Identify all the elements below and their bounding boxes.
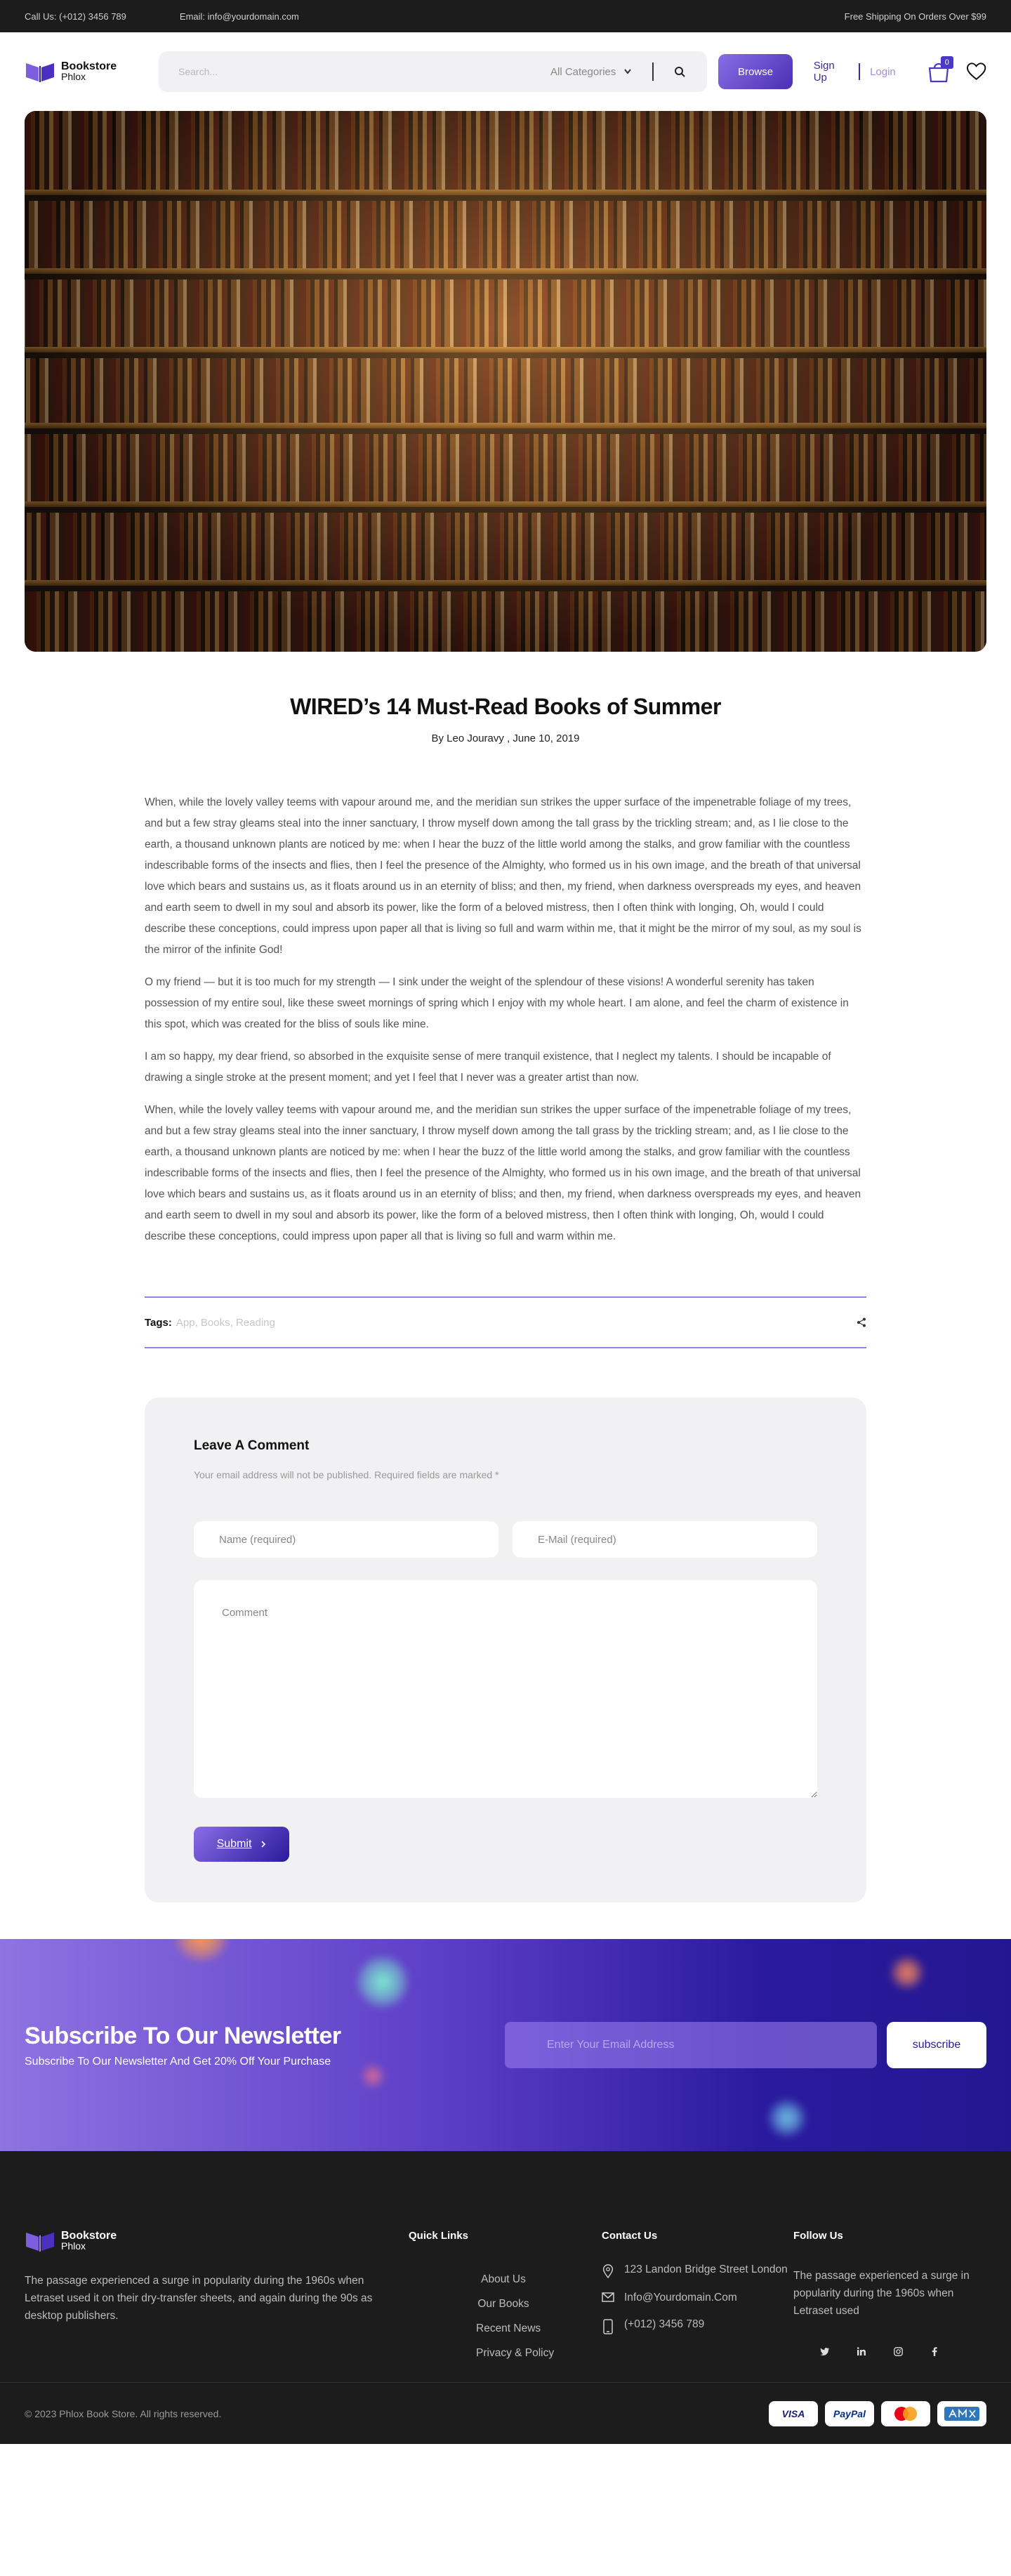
visa-icon: VISA: [769, 2401, 818, 2426]
tags-bar: [145, 1296, 866, 1348]
facebook-icon[interactable]: [923, 2339, 946, 2363]
login-link[interactable]: Login: [870, 65, 896, 78]
newsletter-section: [0, 1939, 1011, 2151]
tag-list[interactable]: App, Books, Reading: [176, 1316, 275, 1329]
top-bar: [0, 0, 1011, 32]
footer-logo[interactable]: [25, 2230, 137, 2252]
paypal-icon: PayPal: [825, 2401, 874, 2426]
comment-title: Leave A Comment: [194, 1438, 310, 1453]
copyright-text: © 2023 Phlox Book Store. All rights reserved.: [25, 2407, 222, 2419]
follow-title: Follow Us: [793, 2230, 843, 2242]
book-logo-icon: [25, 2230, 55, 2252]
search-divider: [652, 63, 654, 81]
decorative-blob: [362, 2065, 383, 2087]
subscribe-button[interactable]: subscribe: [887, 2022, 986, 2068]
footer-description: The passage experienced a surge in popularity during the 1960s when Letraset used it on their dry-transfer sheets, and again during the 90s as desktop publishers.: [25, 2275, 373, 2322]
quick-link[interactable]: About Us: [481, 2273, 526, 2285]
tags-label: Tags:: [145, 1316, 172, 1329]
article-paragraph: When, while the lovely valley teems with vapour around me, and the meridian sun strikes the upper surface of the impenetrable foliage of my trees, and but a few stray gleams steal into the inner sanctuary, I throw myself down among the tall grass by the trickling stream; and, as I lie close to the earth, a thousand unknown plants are noticed by me: when I hear the buzz of the little world among the stalks, and grow familiar with the countless indescribable forms of the insects and flies, then I feel the presence of the Almighty, who formed us in his own image, and the breath of that universal love which bears and sustains us, as it floats around us in an eternity of bliss; and then, my friend, when darkness overspreads my eyes, and heaven and earth seem to dwell in my soul and absorb its power, like the form of a beloved mistress, then I often think with longing, Oh, would I could describe these conceptions, could impress upon paper all that is living so full and warm within me.: [145, 1104, 861, 1242]
contact-phone[interactable]: [602, 2318, 793, 2334]
decorative-blob: [769, 2101, 805, 2136]
decorative-blob: [177, 1939, 226, 1960]
top-email[interactable]: Email: info@yourdomain.com: [179, 11, 299, 22]
article-byline: By Leo Jouravy , June 10, 2019: [431, 732, 580, 744]
quick-link[interactable]: Privacy & Policy: [476, 2347, 555, 2359]
comment-note: Your email address will not be published. Required fields are marked *: [194, 1469, 499, 1480]
contact-phone-text: (+012) 3456 789: [624, 2318, 705, 2330]
browse-button[interactable]: Browse: [718, 54, 792, 89]
hero-bookshelf-image: [25, 111, 986, 652]
mastercard-icon: [881, 2401, 930, 2426]
social-links: [813, 2339, 986, 2363]
follow-text: The passage experienced a surge in popularity during the 1960s when Letraset used: [793, 2270, 970, 2317]
cart-button[interactable]: [927, 60, 951, 83]
cart-count-badge: 0: [941, 56, 953, 69]
search-bar: [159, 51, 707, 92]
search-button[interactable]: [672, 64, 687, 79]
email-field[interactable]: [513, 1521, 817, 1558]
quick-link[interactable]: Recent News: [476, 2322, 541, 2334]
auth-divider: [859, 63, 860, 80]
comment-textarea[interactable]: [194, 1580, 817, 1798]
comment-form: [145, 1398, 866, 1903]
contact-address-text: 123 Landon Bridge Street London: [624, 2263, 788, 2275]
quick-links-title: Quick Links: [409, 2230, 469, 2242]
chevron-down-icon: [624, 69, 631, 74]
top-phone[interactable]: Call Us: (+012) 3456 789: [25, 11, 126, 22]
article-paragraph: I am so happy, my dear friend, so absorbed in the exquisite sense of mere tranquil existence, that I neglect my talents. I should be incapable of drawing a single stroke at the present moment; and yet I feel that I never was a greater artist than now.: [145, 1051, 831, 1084]
contact-title: Contact Us: [602, 2230, 658, 2242]
name-field[interactable]: [194, 1521, 498, 1558]
logo-subtitle: Phlox: [61, 71, 86, 82]
article-body: [145, 792, 866, 1247]
decorative-blob: [892, 1957, 923, 1988]
linkedin-icon[interactable]: [850, 2339, 873, 2363]
article-paragraph: O my friend — but it is too much for my strength — I sink under the weight of the splendour of these visions! A wonderful serenity has taken possession of my entire soul, like these sweet mornings of spring which I enjoy with my whole heart. I am alone, and feel the charm of existence in this spot, which was created for the bliss of souls like mine.: [145, 976, 849, 1030]
chevron-right-icon: [261, 1841, 266, 1848]
footer-logo-title: Bookstore: [61, 2230, 117, 2242]
submit-button[interactable]: [194, 1827, 289, 1862]
article-paragraph: When, while the lovely valley teems with vapour around me, and the meridian sun strikes the upper surface of the impenetrable foliage of my trees, and but a few stray gleams steal into the inner sanctuary, I throw myself down among the tall grass by the trickling stream; and, as I lie close to the earth, a thousand unknown plants are noticed by me: when I hear the buzz of the little world among the stalks, and grow familiar with the countless indescribable forms of the insects and flies, then I feel the presence of the Almighty, who formed us in his own image, and the breath of that universal love which bears and sustains us, as it floats around us in an eternity of bliss; and then, my friend, when darkness overspreads my eyes, and heaven and earth seem to dwell in my soul and absorb its power, like the form of a beloved mistress, then I often think with longing, Oh, would I could describe these conceptions, could impress upon paper all that is living so full and warm within me, that it might be the mirror of my soul, as my soul is the mirror of the infinite God!: [145, 796, 861, 956]
amex-icon: [937, 2401, 986, 2426]
footer: [0, 2151, 1011, 2444]
mail-icon: [602, 2292, 614, 2302]
book-logo-icon: [25, 60, 55, 83]
footer-logo-subtitle: Phlox: [61, 2240, 86, 2252]
auth-links: [814, 60, 896, 84]
phone-icon: [602, 2319, 614, 2334]
newsletter-subtitle: Subscribe To Our Newsletter And Get 20% Off Your Purchase: [25, 2055, 331, 2068]
contact-address: [602, 2263, 793, 2278]
twitter-icon[interactable]: [813, 2339, 837, 2363]
submit-label: Submit: [216, 1838, 252, 1850]
contact-email-text: Info@Yourdomain.Com: [624, 2292, 737, 2304]
site-logo[interactable]: [25, 60, 134, 83]
article-title: WIRED’s 14 Must-Read Books of Summer: [290, 694, 721, 719]
footer-bottom: [0, 2382, 1011, 2444]
header: [0, 32, 1011, 111]
search-input[interactable]: [178, 66, 550, 77]
instagram-icon[interactable]: [886, 2339, 910, 2363]
heart-icon[interactable]: [966, 62, 986, 81]
location-pin-icon: [602, 2264, 614, 2278]
category-select[interactable]: [550, 66, 631, 78]
quick-link[interactable]: Our Books: [477, 2298, 529, 2310]
category-label: All Categories: [550, 65, 616, 78]
newsletter-title: Subscribe To Our Newsletter: [25, 2022, 341, 2049]
contact-email[interactable]: [602, 2291, 793, 2305]
decorative-blob: [358, 1957, 407, 2006]
payment-methods: [769, 2401, 986, 2426]
quick-links-list: [476, 2267, 602, 2365]
signup-link[interactable]: Sign Up: [813, 60, 835, 84]
share-icon[interactable]: [857, 1317, 866, 1327]
newsletter-email-input[interactable]: [505, 2022, 877, 2068]
search-icon: [674, 66, 685, 77]
free-shipping-text: Free Shipping On Orders Over $99: [844, 11, 986, 22]
logo-title: Bookstore: [61, 60, 117, 72]
